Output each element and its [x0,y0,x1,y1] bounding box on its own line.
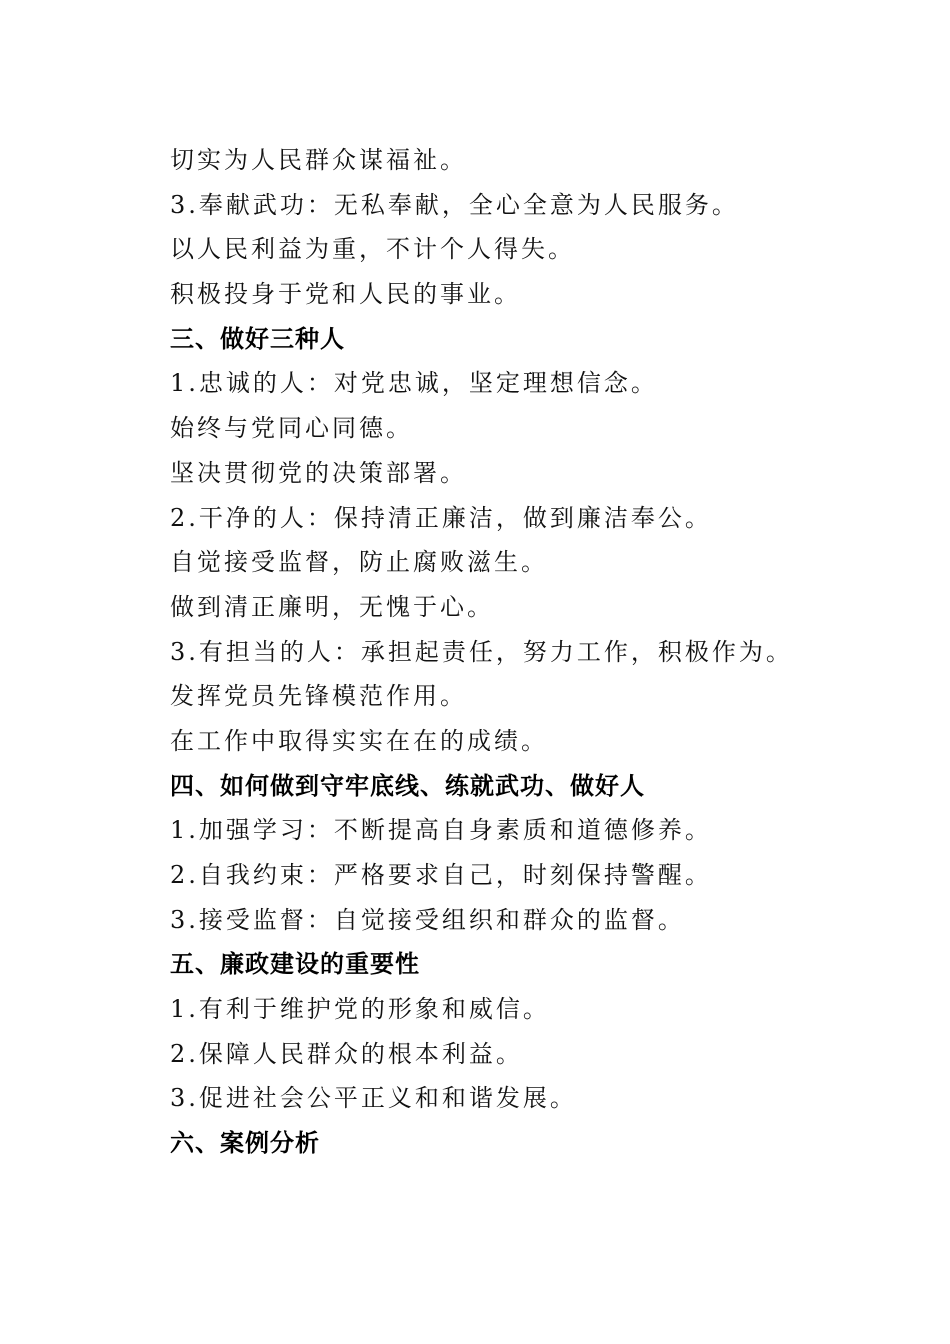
section-heading: 五、廉政建设的重要性 [170,950,420,979]
paragraph-line: 1.加强学习：不断提高自身素质和道德修养。 [170,816,712,845]
section-heading: 三、做好三种人 [170,324,345,353]
paragraph-line: 始终与党同心同德。 [170,414,413,443]
paragraph-line: 2.保障人民群众的根本利益。 [170,1039,523,1068]
paragraph-line: 坚决贯彻党的决策部署。 [170,458,467,487]
section-heading: 六、案例分析 [170,1129,320,1158]
paragraph-line: 3.促进社会公平正义和和谐发展。 [170,1084,577,1113]
paragraph-line: 2.自我约束：严格要求自己，时刻保持警醒。 [170,861,712,889]
document-body [170,138,870,1166]
paragraph-line: 做到清正廉明，无愧于心。 [170,592,494,621]
paragraph-line: 1.忠诚的人：对党忠诚，坚定理想信念。 [170,369,658,398]
section-heading: 四、如何做到守牢底线、练就武功、做好人 [170,771,645,800]
paragraph-line: 3.接受监督：自觉接受组织和群众的监督。 [170,905,685,934]
paragraph-line: 切实为人民群众谋福祉。 [170,146,467,174]
paragraph-line: 在工作中取得实实在在的成绩。 [170,726,548,755]
paragraph-line: 发挥党员先锋模范作用。 [170,682,467,711]
paragraph-line: 3.奉献武功：无私奉献，全心全意为人民服务。 [170,190,739,219]
paragraph-line: 3.有担当的人：承担起责任，努力工作，积极作为。 [170,637,793,666]
paragraph-line: 自觉接受监督，防止腐败滋生。 [170,548,548,577]
paragraph-line: 1.有利于维护党的形象和威信。 [170,995,550,1024]
paragraph-line: 2.干净的人：保持清正廉洁，做到廉洁奉公。 [170,503,712,532]
paragraph-line: 积极投身于党和人民的事业。 [170,280,521,309]
paragraph-line: 以人民利益为重，不计个人得失。 [170,235,575,264]
